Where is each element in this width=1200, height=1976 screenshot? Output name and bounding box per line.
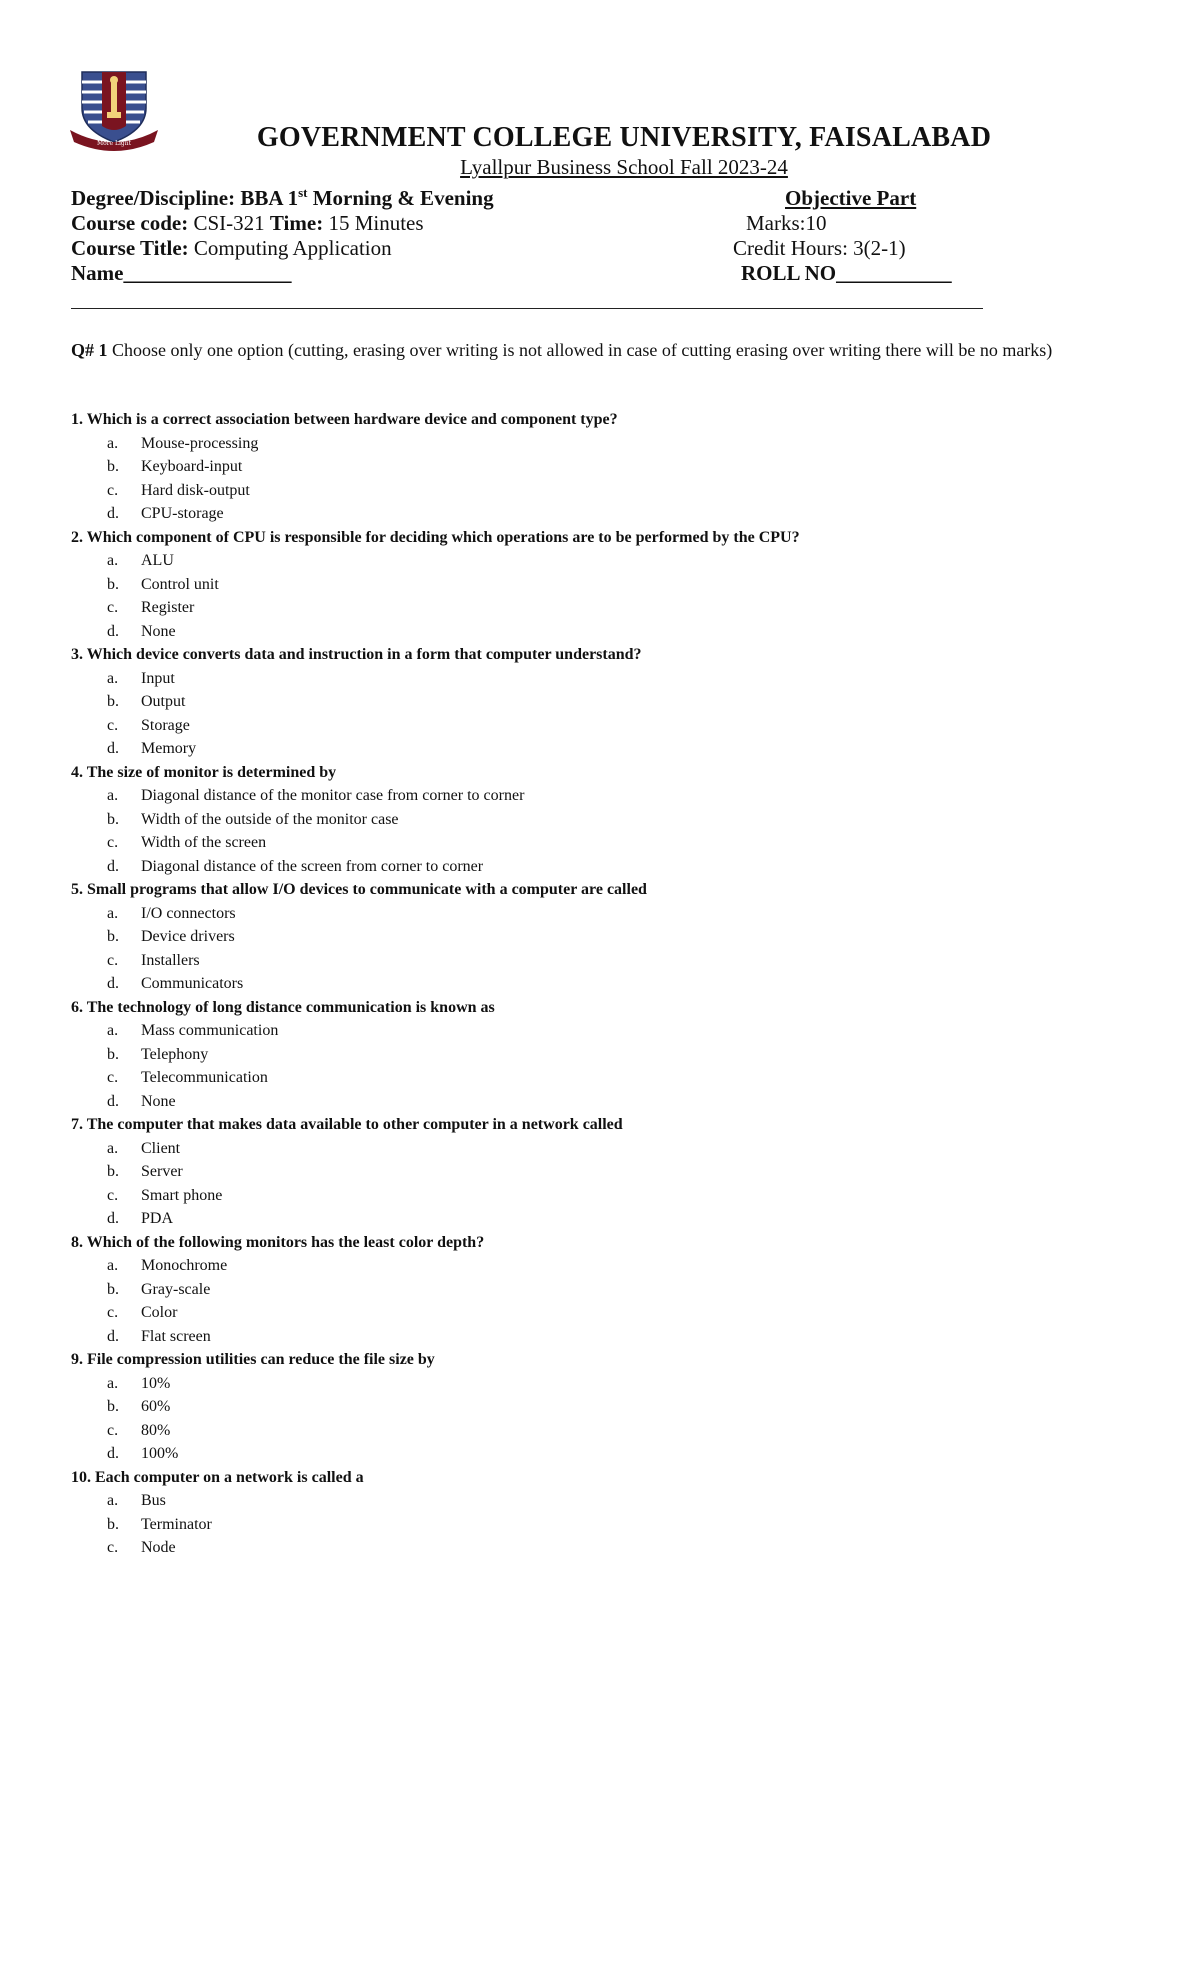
option-text: Width of the outside of the monitor case xyxy=(141,810,399,828)
option-5-b xyxy=(71,925,1131,949)
option-text: Register xyxy=(141,599,195,616)
roll-no-field: ROLL NO___________ xyxy=(741,261,952,285)
option-text: Memory xyxy=(141,740,197,757)
option-letter: d. xyxy=(107,1445,119,1462)
option-3-a xyxy=(71,667,1131,691)
option-text: I/O connectors xyxy=(141,904,236,922)
option-9-d xyxy=(71,1442,1131,1466)
option-text: Control unit xyxy=(141,575,219,593)
option-letter: d. xyxy=(107,975,119,992)
option-letter: a. xyxy=(107,552,119,569)
option-text: 80% xyxy=(141,1421,171,1439)
option-letter: a. xyxy=(107,1022,119,1039)
option-8-b xyxy=(71,1278,1131,1302)
option-letter: a. xyxy=(107,1492,119,1509)
option-letter: c. xyxy=(107,834,119,851)
option-6-a xyxy=(71,1019,1131,1043)
option-1-d xyxy=(71,502,1131,526)
option-letter: d. xyxy=(107,857,119,875)
university-name: GOVERNMENT COLLEGE UNIVERSITY, FAISALABAD xyxy=(256,122,992,153)
degree-discipline: Degree/Discipline: BBA 1st Morning & Evening xyxy=(71,185,494,210)
option-4-b xyxy=(71,808,1131,832)
option-7-b xyxy=(71,1160,1131,1184)
option-3-b xyxy=(71,690,1131,714)
question-3: 3. Which device converts data and instruction in a form that computer understand? xyxy=(71,646,642,663)
question-7: 7. The computer that makes data available to other computer in a network called xyxy=(71,1116,623,1133)
option-text: Installers xyxy=(141,951,200,969)
option-7-a xyxy=(71,1137,1131,1161)
course-code-time: Course code: CSI-321 Time: 15 Minutes xyxy=(71,211,424,235)
option-letter: c. xyxy=(107,1539,119,1556)
option-letter: b. xyxy=(107,1163,119,1180)
option-5-d xyxy=(71,972,1131,996)
option-9-a xyxy=(71,1372,1131,1396)
option-text: PDA xyxy=(141,1210,174,1227)
option-letter: b. xyxy=(107,1398,119,1415)
option-text: Diagonal distance of the monitor case from corner to corner xyxy=(141,787,525,804)
option-2-c xyxy=(71,596,1131,620)
option-letter: c. xyxy=(107,951,119,969)
option-2-d xyxy=(71,620,1131,644)
option-letter: c. xyxy=(107,1421,119,1439)
option-9-c xyxy=(71,1419,1131,1443)
option-text: None xyxy=(141,622,176,640)
option-letter: d. xyxy=(107,1327,119,1345)
option-text: CPU-storage xyxy=(141,505,224,522)
mcq-list xyxy=(71,408,1131,1560)
option-3-d xyxy=(71,737,1131,761)
option-letter: b. xyxy=(107,928,119,945)
option-text: Diagonal distance of the screen from corner to corner xyxy=(141,857,484,875)
option-9-b xyxy=(71,1395,1131,1419)
option-text: Smart phone xyxy=(141,1186,223,1204)
option-text: Output xyxy=(141,693,186,710)
option-text: Mouse-processing xyxy=(141,434,259,452)
school-term: Lyallpur Business School Fall 2023-24 xyxy=(460,155,788,179)
option-text: None xyxy=(141,1092,176,1110)
question-9: 9. File compression utilities can reduce the file size by xyxy=(71,1351,435,1368)
option-text: Telephony xyxy=(141,1045,209,1063)
option-text: Communicators xyxy=(141,975,244,992)
question-4: 4. The size of monitor is determined by xyxy=(71,763,337,781)
option-letter: b. xyxy=(107,1280,119,1298)
option-4-a xyxy=(71,784,1131,808)
option-text: Hard disk-output xyxy=(141,481,250,499)
option-text: Bus xyxy=(141,1492,166,1509)
question-5: 5. Small programs that allow I/O devices to communicate with a computer are called xyxy=(71,881,647,898)
option-text: Client xyxy=(141,1139,181,1157)
option-letter: a. xyxy=(107,787,119,804)
option-text: Server xyxy=(141,1163,183,1180)
course-title: Course Title: Computing Application xyxy=(71,236,392,260)
option-letter: a. xyxy=(107,1374,119,1392)
option-text: Keyboard-input xyxy=(141,458,243,475)
option-text: Mass communication xyxy=(141,1022,279,1039)
option-letter: b. xyxy=(107,693,119,710)
option-6-b xyxy=(71,1043,1131,1067)
option-5-a xyxy=(71,902,1131,926)
option-letter: d. xyxy=(107,505,119,522)
option-5-c xyxy=(71,949,1131,973)
option-text: Color xyxy=(141,1304,178,1321)
option-letter: b. xyxy=(107,458,119,475)
question-6: 6. The technology of long distance communication is known as xyxy=(71,998,495,1016)
option-1-c xyxy=(71,479,1131,503)
option-text: Telecommunication xyxy=(141,1069,268,1086)
logo-motto-text: More Light xyxy=(96,140,132,147)
option-letter: a. xyxy=(107,1139,119,1157)
option-letter: d. xyxy=(107,1092,119,1110)
option-letter: d. xyxy=(107,622,119,640)
option-text: Node xyxy=(141,1539,176,1556)
option-letter: c. xyxy=(107,481,119,499)
option-text: Terminator xyxy=(141,1515,212,1533)
option-10-b xyxy=(71,1513,1131,1537)
option-1-a xyxy=(71,432,1131,456)
instruction-text: Q# 1 Choose only one option (cutting, erasing over writing is not allowed in case of cutting erasing over writing there will be no marks) xyxy=(71,340,1053,360)
option-4-c xyxy=(71,831,1131,855)
option-text: Device drivers xyxy=(141,928,235,945)
option-2-a xyxy=(71,549,1131,573)
option-letter: b. xyxy=(107,810,119,828)
option-text: ALU xyxy=(141,552,174,569)
option-8-a xyxy=(71,1254,1131,1278)
option-letter: a. xyxy=(107,434,119,452)
marks-label: Marks:10 xyxy=(746,211,827,235)
header-divider xyxy=(71,308,983,309)
option-letter: d. xyxy=(107,740,119,757)
option-text: Gray-scale xyxy=(141,1280,211,1298)
option-8-c xyxy=(71,1301,1131,1325)
option-6-d xyxy=(71,1090,1131,1114)
question-8: 8. Which of the following monitors has the least color depth? xyxy=(71,1233,485,1251)
option-letter: c. xyxy=(107,1069,119,1086)
option-2-b xyxy=(71,573,1131,597)
question-10: 10. Each computer on a network is called a xyxy=(71,1468,364,1486)
option-letter: a. xyxy=(107,669,119,687)
option-letter: d. xyxy=(107,1210,119,1227)
option-letter: a. xyxy=(107,1257,119,1274)
objective-part-label: Objective Part xyxy=(785,186,917,210)
question-2: 2. Which component of CPU is responsible for deciding which operations are to be performed by the CPU? xyxy=(71,528,800,546)
option-10-a xyxy=(71,1489,1131,1513)
option-text: Storage xyxy=(141,716,190,734)
option-7-d xyxy=(71,1207,1131,1231)
option-text: Monochrome xyxy=(141,1257,228,1274)
option-text: 100% xyxy=(141,1445,179,1462)
option-6-c xyxy=(71,1066,1131,1090)
option-letter: b. xyxy=(107,1045,119,1063)
option-letter: b. xyxy=(107,1515,119,1533)
option-text: Flat screen xyxy=(141,1327,211,1345)
option-letter: c. xyxy=(107,1304,119,1321)
option-letter: a. xyxy=(107,904,119,922)
option-3-c xyxy=(71,714,1131,738)
option-letter: c. xyxy=(107,1186,119,1204)
option-4-d xyxy=(71,855,1131,879)
option-8-d xyxy=(71,1325,1131,1349)
option-text: 10% xyxy=(141,1374,171,1392)
option-text: 60% xyxy=(141,1398,171,1415)
option-letter: c. xyxy=(107,716,119,734)
option-1-b xyxy=(71,455,1131,479)
option-10-c xyxy=(71,1536,1131,1560)
credit-hours: Credit Hours: 3(2-1) xyxy=(733,236,906,260)
option-text: Input xyxy=(141,669,175,687)
option-text: Width of the screen xyxy=(141,834,267,851)
option-letter: b. xyxy=(107,575,119,593)
name-field: Name________________ xyxy=(71,261,292,285)
option-letter: c. xyxy=(107,599,119,616)
question-1: 1. Which is a correct association between hardware device and component type? xyxy=(71,411,618,428)
option-7-c xyxy=(71,1184,1131,1208)
